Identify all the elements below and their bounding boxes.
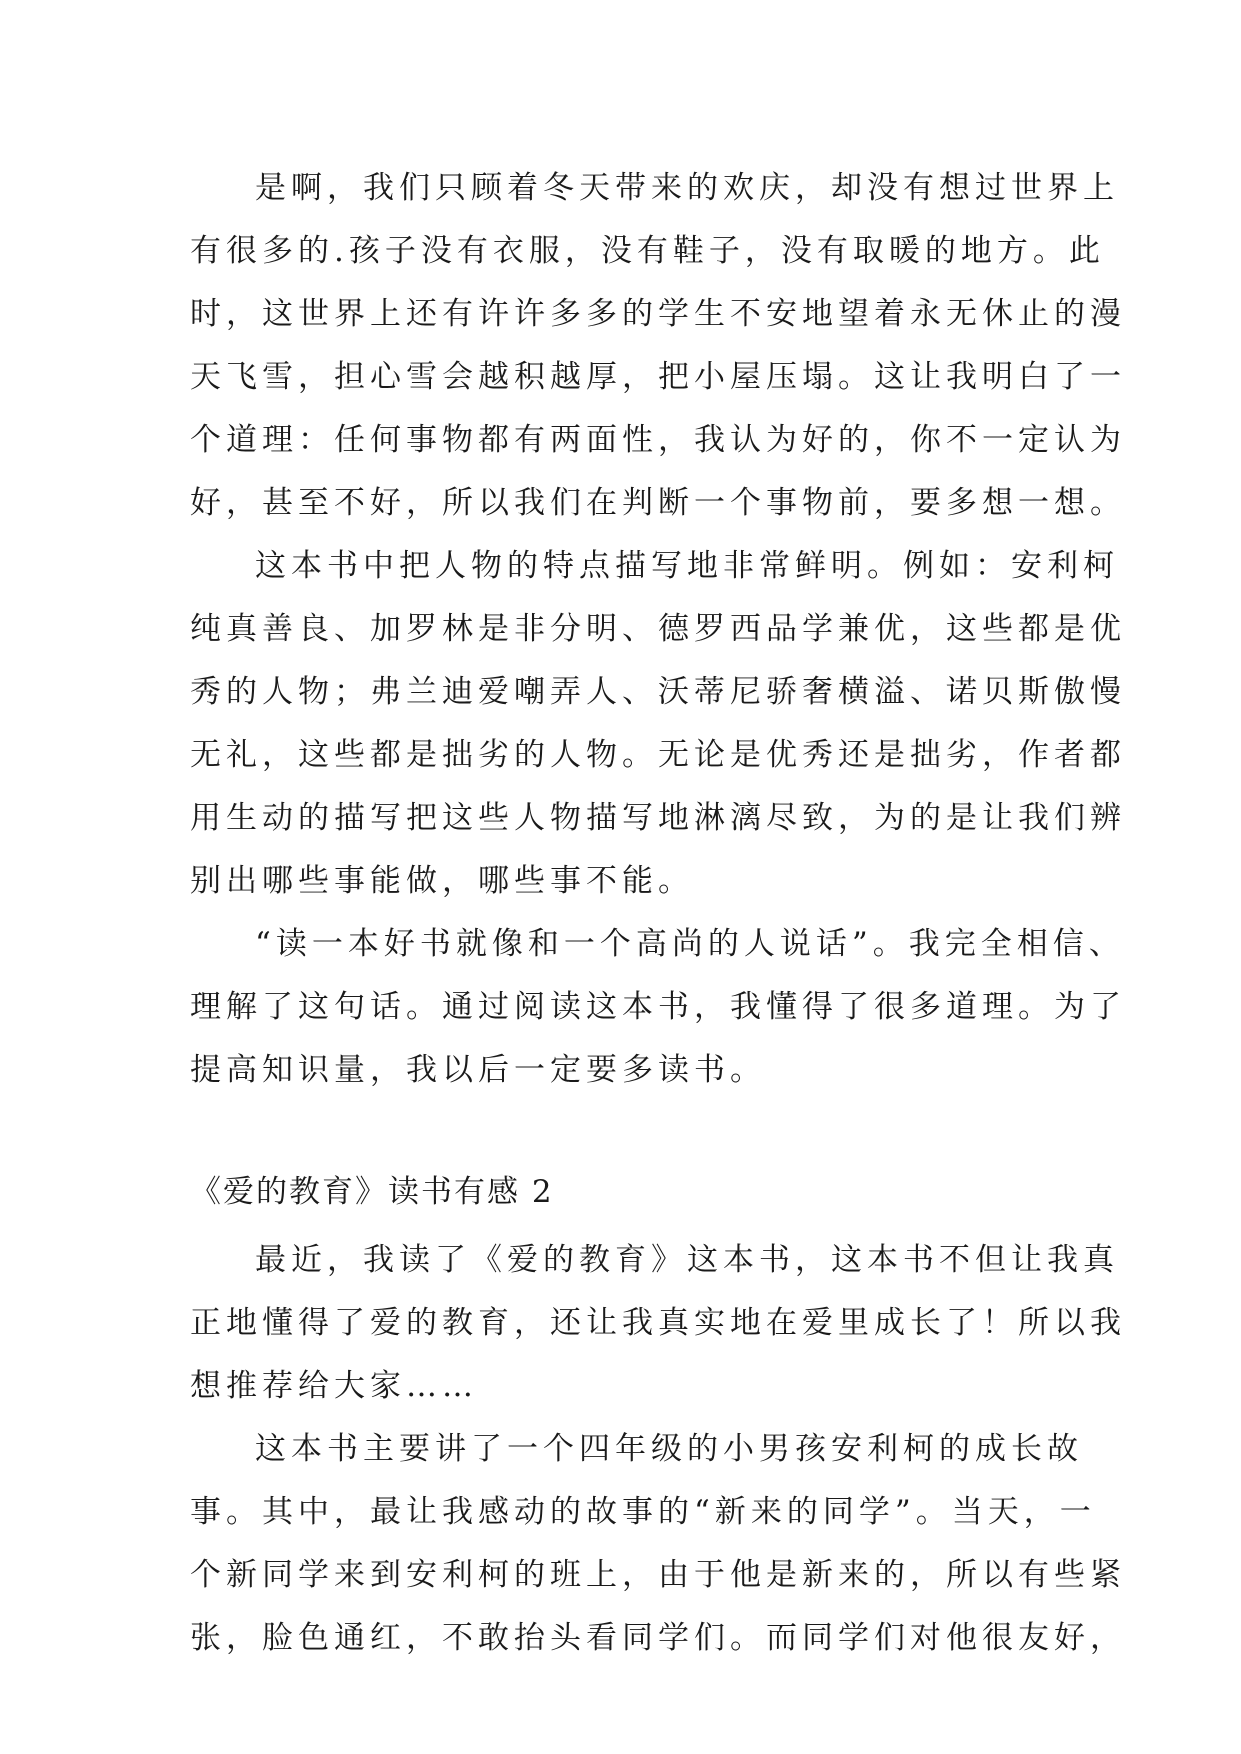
paragraph-line: 想推荐给大家…… <box>190 1368 478 1404</box>
paragraph-line: 最近，我读了《爱的教育》这本书，这本书不但让我真 <box>255 1242 1119 1278</box>
paragraph-line: 纯真善良、加罗林是非分明、德罗西品学兼优，这些都是优 <box>190 611 1126 647</box>
paragraph-line: 提高知识量，我以后一定要多读书。 <box>190 1052 766 1088</box>
paragraph-line: 张，脸色通红，不敢抬头看同学们。而同学们对他很友好， <box>190 1620 1126 1656</box>
paragraph-line: 事。其中，最让我感动的故事的“新来的同学”。当天，一 <box>190 1494 1096 1530</box>
paragraph-line: 这本书主要讲了一个四年级的小男孩安利柯的成长故 <box>255 1431 1083 1467</box>
paragraph-line: 无礼，这些都是拙劣的人物。无论是优秀还是拙劣，作者都 <box>190 737 1126 773</box>
paragraph-line: 用生动的描写把这些人物描写地淋漓尽致，为的是让我们辨 <box>190 800 1126 836</box>
section-heading: 《爱的教育》读书有感 2 <box>190 1174 554 1210</box>
paragraph-line: 是啊，我们只顾着冬天带来的欢庆，却没有想过世界上 <box>255 170 1119 206</box>
paragraph-line: 理解了这句话。通过阅读这本书，我懂得了很多道理。为了 <box>190 989 1126 1025</box>
paragraph-line: 时，这世界上还有许许多多的学生不安地望着永无休止的漫 <box>190 296 1126 332</box>
paragraph-line: 这本书中把人物的特点描写地非常鲜明。例如：安利柯 <box>255 548 1119 584</box>
paragraph-line: 有很多的.孩子没有衣服，没有鞋子，没有取暖的地方。此 <box>190 233 1105 269</box>
paragraph-line: 天飞雪，担心雪会越积越厚，把小屋压塌。这让我明白了一 <box>190 359 1126 395</box>
paragraph-line: 秀的人物；弗兰迪爱嘲弄人、沃蒂尼骄奢横溢、诺贝斯傲慢 <box>190 674 1126 710</box>
paragraph-line: 别出哪些事能做，哪些事不能。 <box>190 863 694 899</box>
paragraph-line: 好，甚至不好，所以我们在判断一个事物前，要多想一想。 <box>190 485 1126 521</box>
paragraph-line: 个道理：任何事物都有两面性，我认为好的，你不一定认为 <box>190 422 1126 458</box>
paragraph-line: 正地懂得了爱的教育，还让我真实地在爱里成长了！所以我 <box>190 1305 1126 1341</box>
paragraph-line: 个新同学来到安利柯的班上，由于他是新来的，所以有些紧 <box>190 1557 1126 1593</box>
paragraph-line: “读一本好书就像和一个高尚的人说话”。我完全相信、 <box>255 926 1125 962</box>
